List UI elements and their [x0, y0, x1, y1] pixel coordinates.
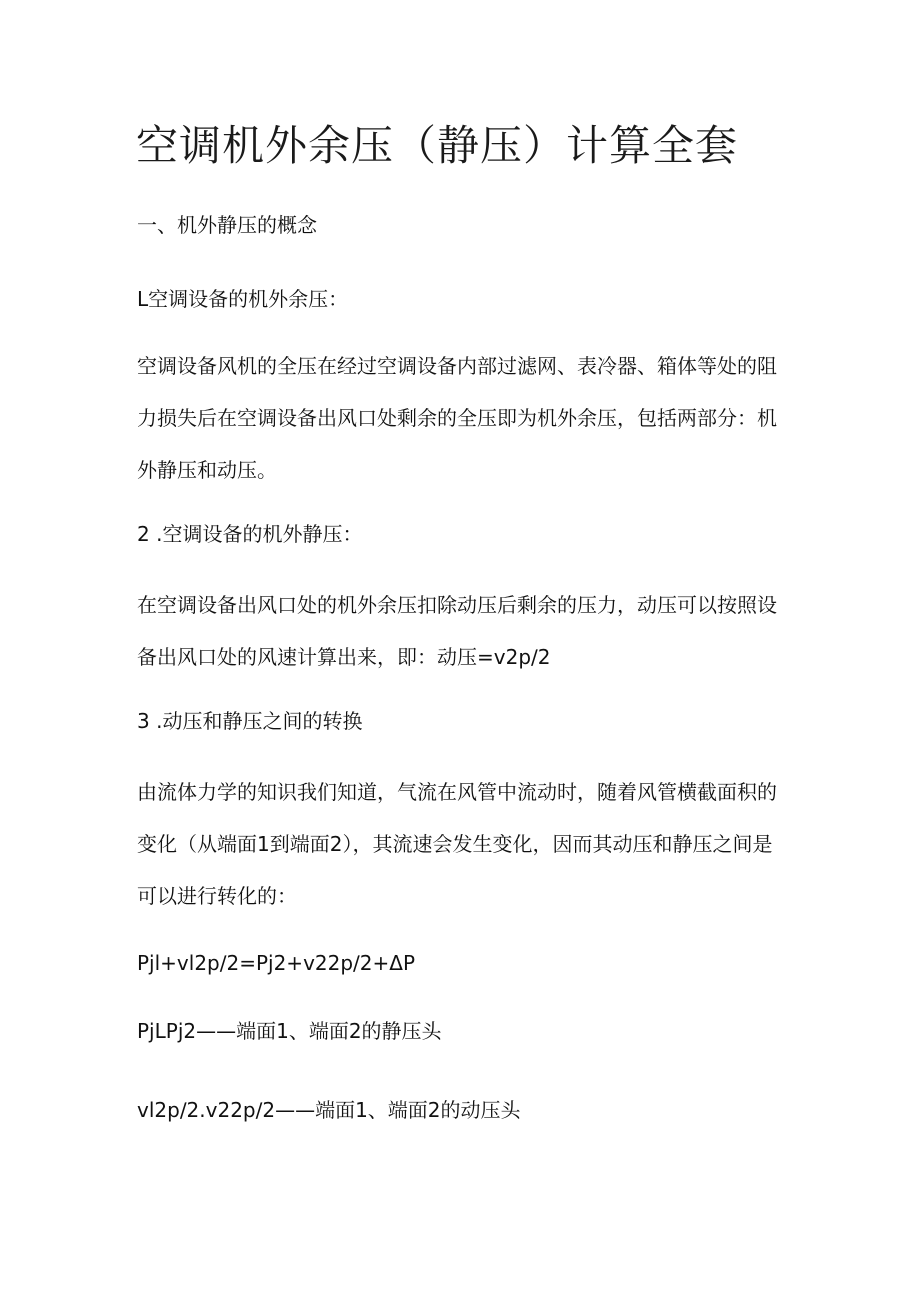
- paragraph-line: 备出风口处的风速计算出来，即：动压=v2p∕2: [137, 645, 551, 669]
- item-heading-pressure-conversion: 3 .动压和静压之间的转换: [137, 709, 363, 733]
- paragraph-line: 由流体力学的知识我们知道，气流在风管中流动时，随着风管横截面积的: [137, 780, 777, 804]
- item-heading-external-static-pressure: 2 .空调设备的机外静压：: [137, 522, 363, 546]
- paragraph-line: 空调设备风机的全压在经过空调设备内部过滤网、表冷器、箱体等处的阻: [137, 354, 777, 378]
- item-heading-external-residual-pressure: L空调设备的机外余压：: [137, 287, 349, 311]
- section-heading-concept: 一、机外静压的概念: [137, 213, 317, 237]
- paragraph-line: 可以进行转化的：: [137, 884, 297, 908]
- formula-note-static-head: PjLPj2——端面1、端面2的静压头: [137, 1019, 442, 1043]
- document-title: 空调机外余压（静压）计算全套: [136, 121, 739, 170]
- formula-note-dynamic-head: vl2p∕2.v22p∕2——端面1、端面2的动压头: [137, 1098, 521, 1122]
- item-body-external-residual-pressure: [137, 340, 787, 496]
- item-body-external-static-pressure: [137, 579, 787, 683]
- paragraph-line: 变化（从端面1到端面2），其流速会发生变化，因而其动压和静压之间是: [137, 832, 773, 856]
- paragraph-line: 在空调设备出风口处的机外余压扣除动压后剩余的压力，动压可以按照设: [137, 593, 777, 617]
- bernoulli-formula: Pjl+vl2p∕2=Pj2+v22p∕2+ΔP: [137, 951, 416, 975]
- paragraph-line: 力损失后在空调设备出风口处剩余的全压即为机外余压，包括两部分：机: [137, 406, 777, 430]
- item-body-pressure-conversion: [137, 766, 787, 922]
- paragraph-line: 外静压和动压。: [137, 458, 277, 482]
